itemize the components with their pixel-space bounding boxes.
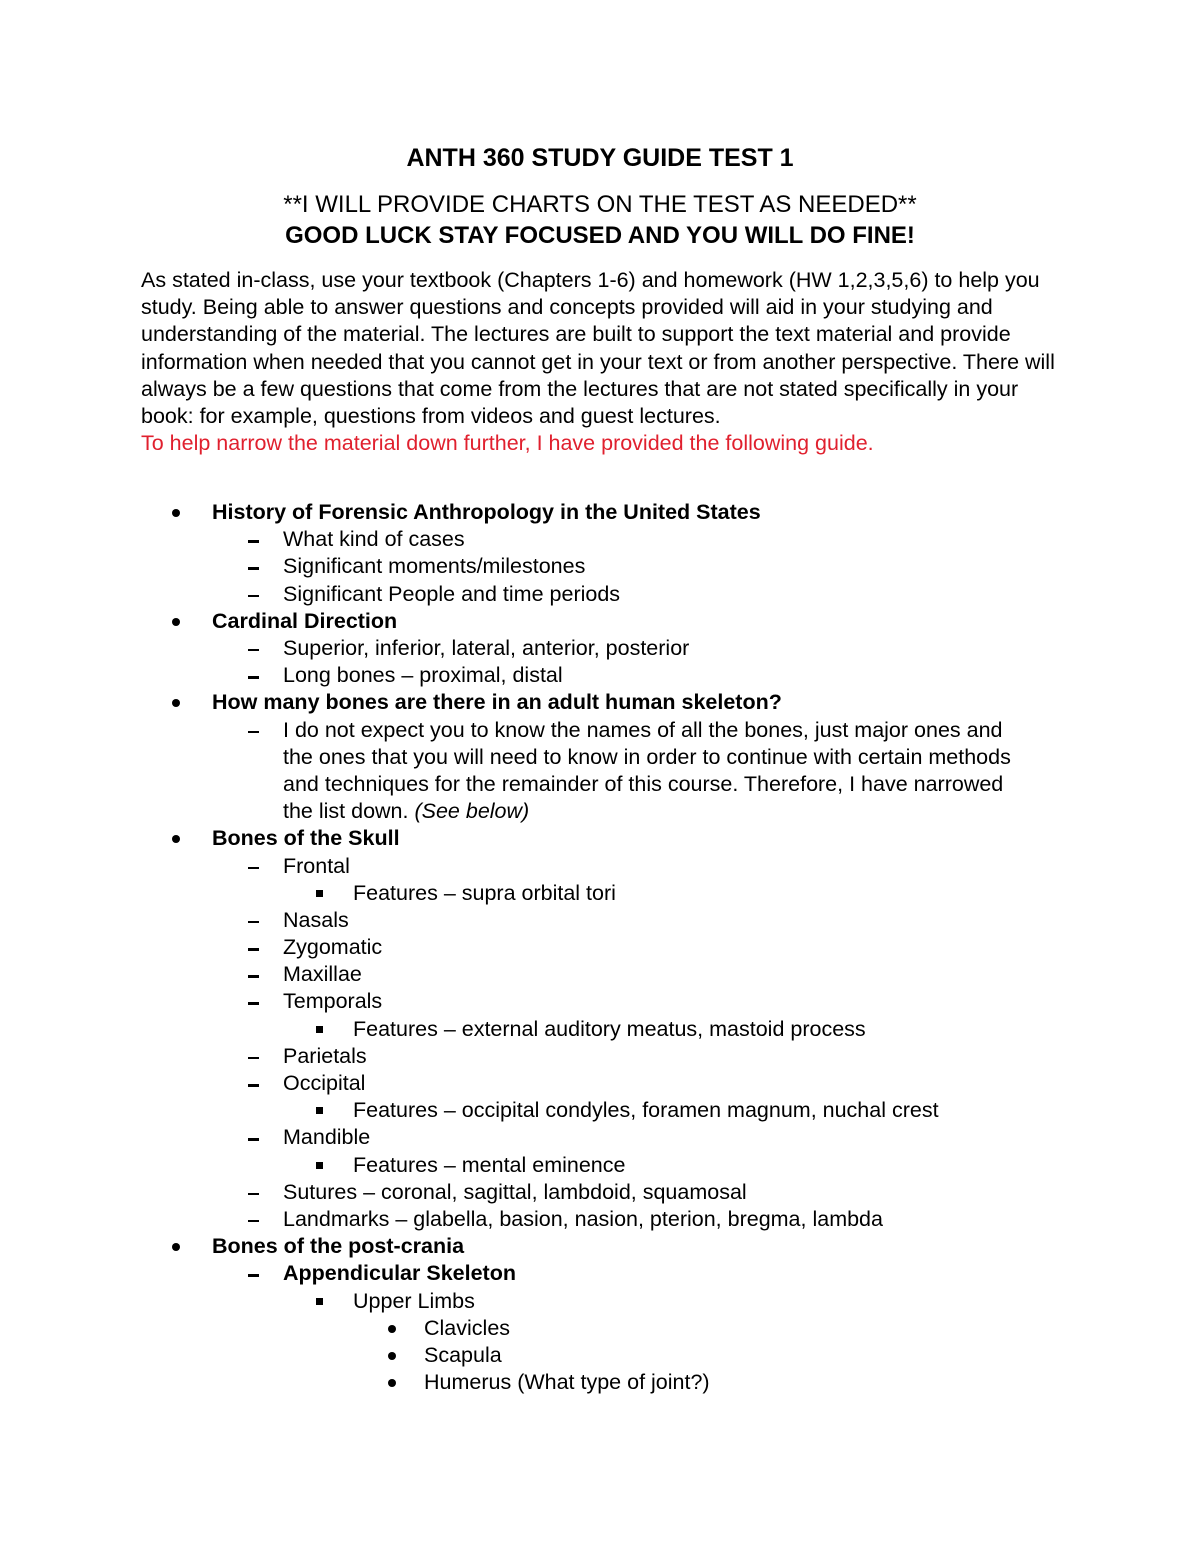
subitem-text: Nasals (283, 907, 349, 932)
outline-detail (0, 1152, 1200, 1179)
subitem-text: Parietals (283, 1043, 367, 1068)
outline-topic (0, 689, 1200, 716)
outline-subitem (0, 853, 1200, 880)
outline-topic (0, 1233, 1200, 1260)
outline-detail (0, 1288, 1200, 1315)
outline-topic (0, 499, 1200, 526)
topic-heading: Cardinal Direction (212, 608, 398, 633)
detail-text: Features – supra orbital tori (353, 880, 616, 905)
subitem-text: Sutures – coronal, sagittal, lambdoid, squamosal (283, 1179, 747, 1204)
intro-paragraph: As stated in-class, use your textbook (Chapters 1-6) and homework (HW 1,2,3,5,6) to help you study. Being able to answer questions and concepts provided will aid in your studying and understanding of the material. The lectures are built to support the text material and provide information when needed that you cannot get in your text or from another perspective. There will always be a few questions that come from the lectures that are not stated specifically in your book: for example, questions from videos and guest lectures. (141, 268, 1055, 429)
subitem-text: Zygomatic (283, 935, 383, 960)
detail-text: Features – external auditory meatus, mastoid process (353, 1016, 866, 1041)
outline-subitem (0, 961, 1200, 988)
bone-text: Scapula (424, 1342, 502, 1367)
subitem-text: Temporals (283, 989, 383, 1014)
document-title: ANTH 360 STUDY GUIDE TEST 1 (406, 144, 794, 172)
subitem-text: Significant People and time periods (283, 581, 621, 606)
outline-subitem (0, 1043, 1200, 1070)
topic-heading: How many bones are there in an adult human skeleton? (212, 690, 782, 715)
subitem-text: Long bones – proximal, distal (283, 663, 563, 688)
outline-subitem (0, 988, 1200, 1015)
outline-subitem (0, 1206, 1200, 1233)
subitem-text: Mandible (283, 1125, 371, 1150)
outline-detail (0, 1016, 1200, 1043)
outline-subitem (0, 553, 1200, 580)
outline-subitem (0, 1070, 1200, 1097)
charts-notice: **I WILL PROVIDE CHARTS ON THE TEST AS NEEDED** (283, 191, 917, 218)
subitem-text: Superior, inferior, lateral, anterior, posterior (283, 635, 690, 660)
outline-subitem (0, 934, 1200, 961)
topic-heading: History of Forensic Anthropology in the United States (212, 500, 761, 524)
detail-text: Features – mental eminence (353, 1152, 626, 1177)
bone-text: Humerus (What type of joint?) (424, 1370, 710, 1395)
subitem-text: Occipital (283, 1071, 366, 1095)
outline-subitem (0, 1179, 1200, 1206)
subitem-text: What kind of cases (283, 527, 465, 552)
outline-subitem (0, 662, 1200, 689)
intro-section (141, 267, 1061, 457)
outline-subitem (0, 907, 1200, 934)
subitem-text: Appendicular Skeleton (283, 1261, 516, 1286)
outline-detail (0, 880, 1200, 907)
topic-heading: Bones of the Skull (212, 826, 400, 851)
subitem-text: Landmarks – glabella, basion, nasion, pterion, bregma, lambda (283, 1206, 883, 1231)
study-outline (0, 499, 1200, 1396)
outline-subitem (0, 581, 1200, 608)
detail-text: Upper Limbs (353, 1288, 475, 1313)
bones-note: I do not expect you to know the names of all the bones, just major ones and the ones that you will need to know in order to continue with certain methods and techniques for the remainder of this course. Therefore, I have narrowed the list down. (283, 717, 1011, 824)
outline-subitem (0, 1124, 1200, 1151)
outline-detail (0, 1097, 1200, 1124)
outline-subitem (0, 526, 1200, 553)
see-below-note: (See below) (414, 799, 530, 824)
outline-bone-item (0, 1315, 1200, 1342)
outline-subitem (0, 717, 1200, 826)
subitem-text: Significant moments/milestones (283, 554, 586, 579)
outline-subitem (0, 1260, 1200, 1287)
bone-text: Clavicles (424, 1315, 511, 1340)
topic-heading: Bones of the post-crania (212, 1234, 465, 1259)
outline-bone-item (0, 1342, 1200, 1369)
intro-highlight: To help narrow the material down further, I have provided the following guide. (141, 431, 874, 456)
outline-bone-item (0, 1369, 1200, 1396)
outline-subitem (0, 635, 1200, 662)
outline-topic (0, 825, 1200, 852)
outline-topic (0, 608, 1200, 635)
subitem-text (283, 717, 1038, 826)
good-luck-message: GOOD LUCK STAY FOCUSED AND YOU WILL DO FINE! (285, 222, 915, 249)
subitem-text: Maxillae (283, 962, 362, 987)
detail-text: Features – occipital condyles, foramen magnum, nuchal crest (353, 1098, 939, 1123)
subitem-text: Frontal (283, 853, 350, 878)
